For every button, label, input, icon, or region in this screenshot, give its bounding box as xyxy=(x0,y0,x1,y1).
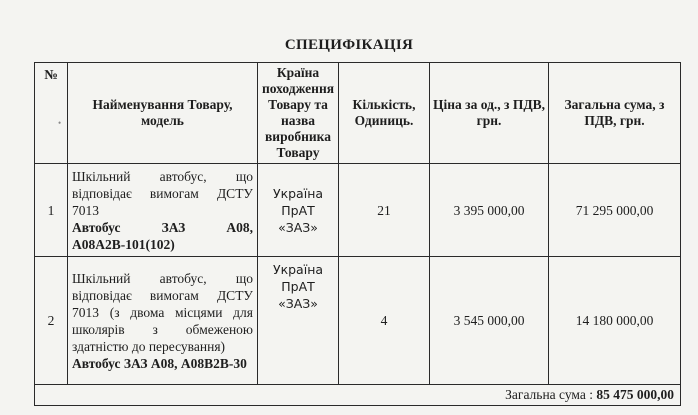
row-num: 1 xyxy=(35,164,68,257)
row-description xyxy=(68,164,258,257)
row-price: 3 395 000,00 xyxy=(430,164,549,257)
total-cell xyxy=(35,385,681,406)
total-label: Загальна сума : xyxy=(505,387,593,402)
header-price: Ціна за од., з ПДВ, грн. xyxy=(430,63,549,164)
row-country xyxy=(258,164,339,257)
header-country: Країна походження Товару та назва виробника Товару xyxy=(258,63,339,164)
row-qty: 21 xyxy=(339,164,430,257)
row-sum: 71 295 000,00 xyxy=(549,164,681,257)
header-name: Найменування Товару, модель xyxy=(68,63,258,164)
header-qty: Кількість, Одиниць. xyxy=(339,63,430,164)
maker-form: ПрАТ xyxy=(281,279,315,294)
row-price: 3 545 000,00 xyxy=(430,257,549,385)
header-sum: Загальна сума, з ПДВ, грн. xyxy=(549,63,681,164)
row-desc-text: Шкільний автобус, що відповідає вимогам ДСТУ 7013 (з двома місцями для школярів з обмеженою здатністю до пересування) xyxy=(72,270,253,354)
header-row xyxy=(35,63,681,164)
document-title: СПЕЦИФІКАЦІЯ xyxy=(284,37,414,53)
total-value: 85 475 000,00 xyxy=(596,387,674,402)
table-row xyxy=(35,257,681,385)
maker-form: ПрАТ xyxy=(281,202,315,218)
country-name: Україна xyxy=(272,262,324,277)
row-num: 2 xyxy=(35,257,68,385)
country-name: Україна xyxy=(272,185,324,201)
total-row xyxy=(35,385,681,406)
maker-name: «ЗАЗ» xyxy=(278,219,318,235)
table-row xyxy=(35,164,681,257)
specification-table xyxy=(34,62,681,406)
row-qty: 4 xyxy=(339,257,430,385)
row-country xyxy=(258,257,339,385)
row-model: Автобус ЗАЗ А08, А08В2В-30 xyxy=(72,355,247,371)
row-desc-text: Шкільний автобус, що відповідає вимогам ДСТУ 7013 xyxy=(72,168,253,218)
maker-name: «ЗАЗ» xyxy=(278,296,318,311)
row-sum: 14 180 000,00 xyxy=(549,257,681,385)
row-model: Автобус ЗАЗ А08, А08А2В-101(102) xyxy=(72,219,253,252)
header-num: № • xyxy=(35,63,68,164)
row-description xyxy=(68,257,258,385)
